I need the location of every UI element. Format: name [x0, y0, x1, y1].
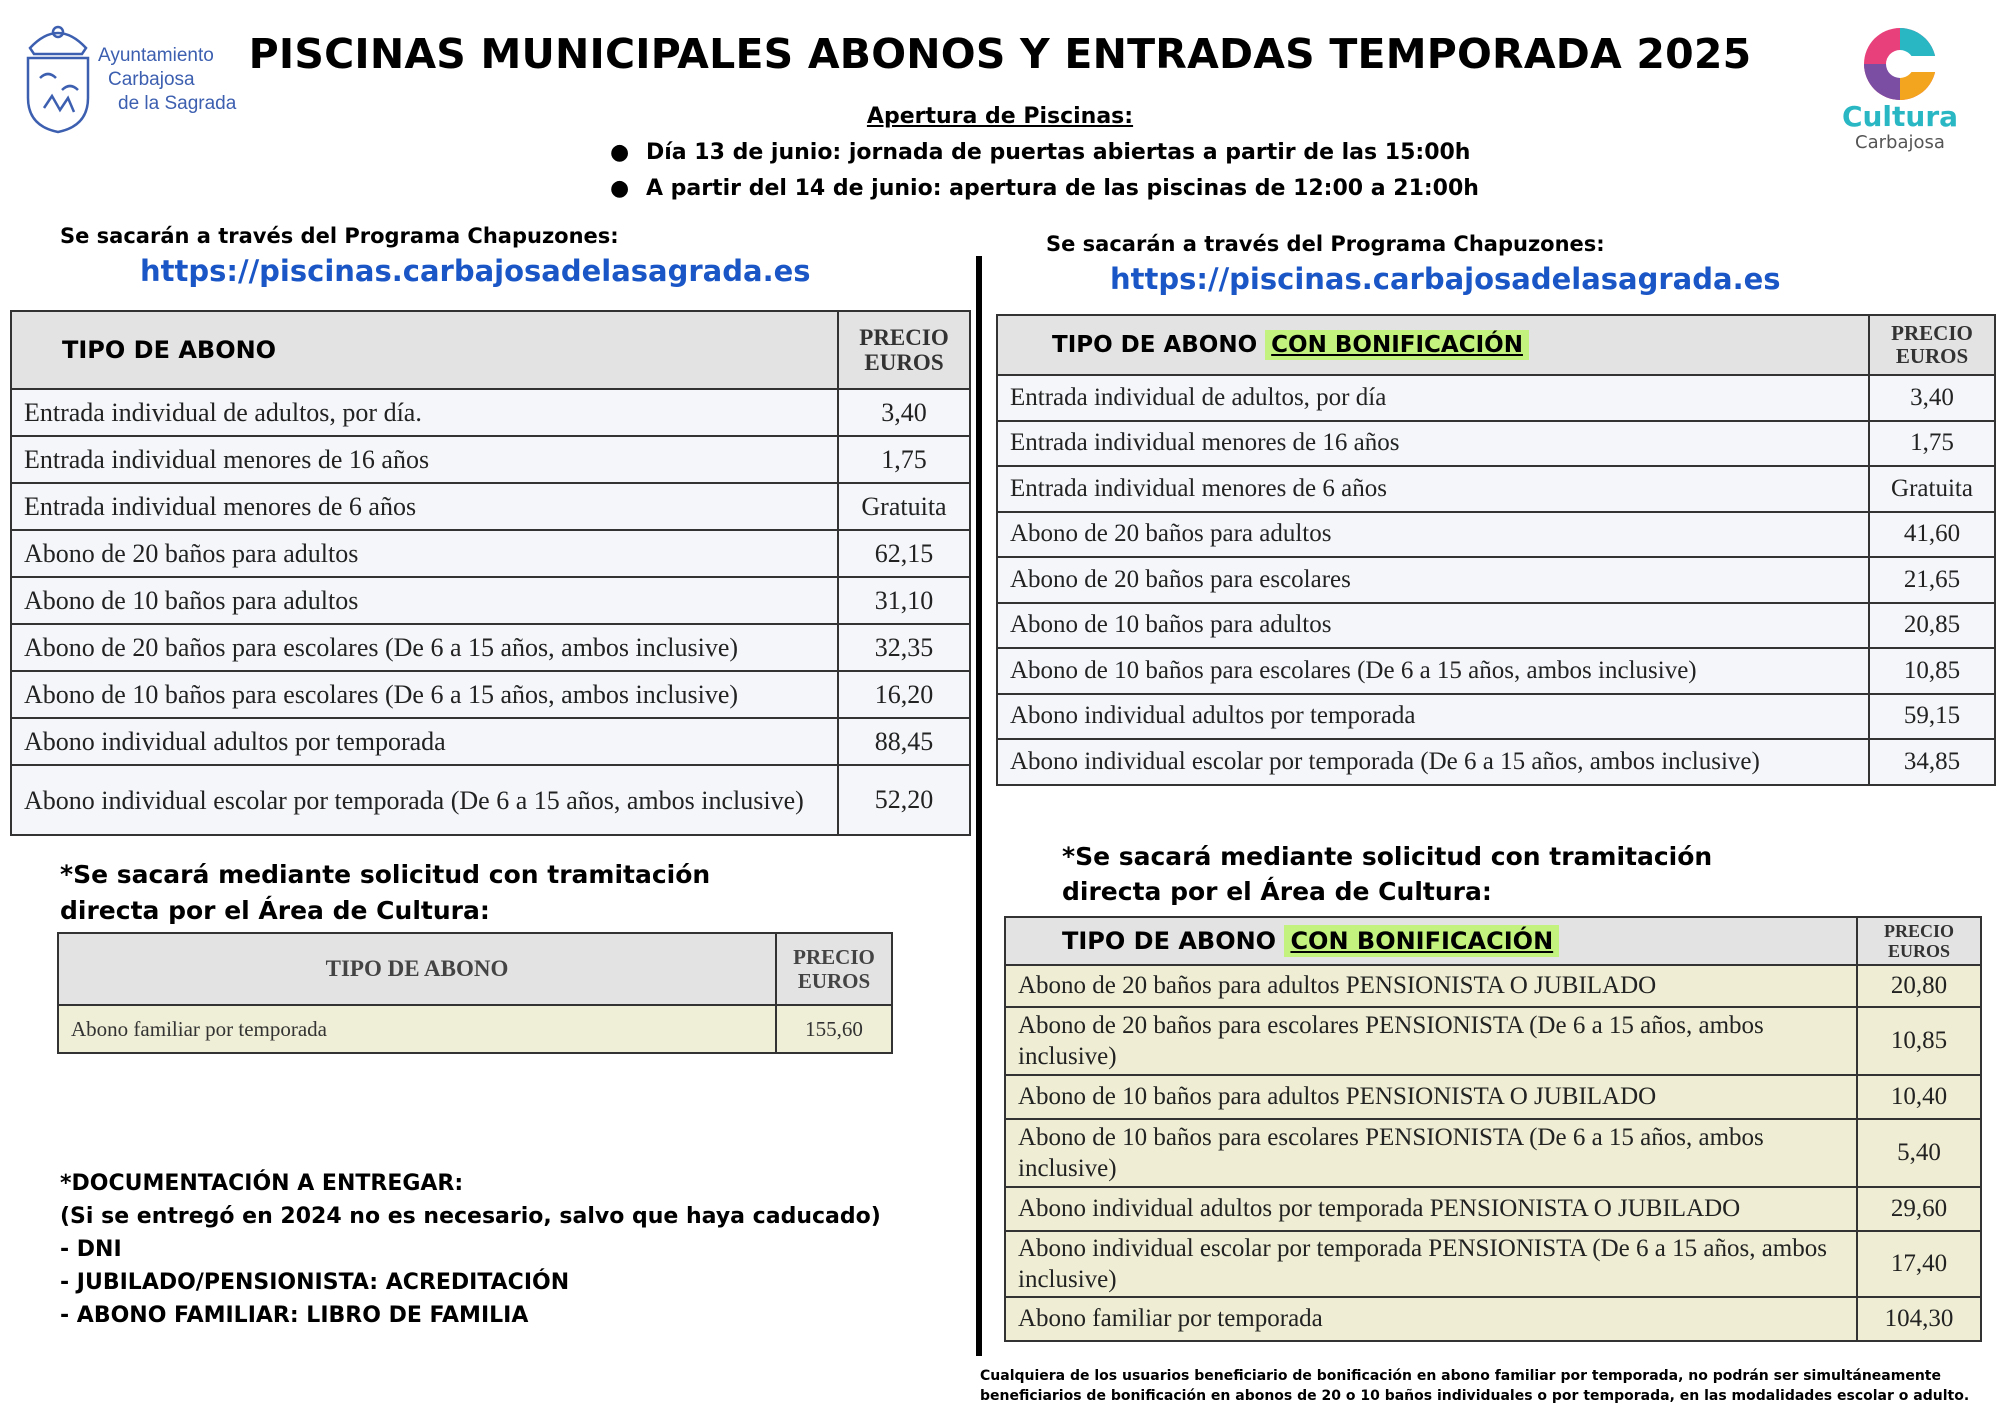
table-header-row	[11, 311, 970, 389]
right-url-link[interactable]: https://piscinas.carbajosadelasagrada.es	[1110, 262, 1781, 296]
bonificacion-table	[996, 314, 1996, 786]
table-header-row	[997, 315, 1995, 375]
row-price: 20,85	[1869, 603, 1995, 649]
price-header	[1857, 917, 1981, 965]
row-desc: Abono de 20 baños para escolares (De 6 a 15 años, ambos inclusive)	[11, 624, 838, 671]
row-price: 16,20	[838, 671, 970, 718]
page-title: PISCINAS MUNICIPALES ABONOS Y ENTRADAS TEMPORADA 2025	[248, 30, 1752, 78]
price-header	[838, 311, 970, 389]
bonificacion-highlight: CON BONIFICACIÓN	[1265, 330, 1529, 360]
left-direct-label-1: *Se sacará mediante solicitud con tramitación	[60, 860, 711, 889]
table-row	[997, 466, 1995, 512]
table-header-row	[58, 933, 892, 1005]
row-price: Gratuita	[1869, 466, 1995, 512]
row-desc: Abono de 20 baños para escolares	[997, 557, 1869, 603]
column-divider	[976, 256, 982, 1356]
table-row	[1005, 1187, 1981, 1231]
bullet-icon: ●	[610, 176, 630, 201]
row-desc: Entrada individual menores de 16 años	[11, 436, 838, 483]
org-line-2: Carbajosa	[108, 69, 195, 90]
footnote: Cualquiera de los usuarios beneficiario de bonificación en abono familiar por temporada, no podrán ser simultáneamente beneficiarios de bonificación en abonos de 20 o 10 baños individuales o por temporada, en las modalidades escolar o adulto.	[980, 1368, 1970, 1404]
price-header-line-1: PRECIO	[859, 325, 949, 350]
left-url-link[interactable]: https://piscinas.carbajosadelasagrada.es	[140, 254, 811, 288]
family-table	[57, 932, 893, 1054]
row-price: 1,75	[838, 436, 970, 483]
price-header-line-2: EUROS	[797, 969, 871, 993]
row-desc: Abono individual escolar por temporada (De 6 a 15 años, ambos inclusive)	[11, 765, 838, 835]
table-row	[11, 436, 970, 483]
row-price: 20,80	[1857, 965, 1981, 1007]
row-desc: Abono individual adultos por temporada	[11, 718, 838, 765]
row-price: 41,60	[1869, 512, 1995, 558]
type-header-text: TIPO DE ABONO	[1062, 927, 1285, 955]
table-row	[997, 694, 1995, 740]
type-header	[1005, 917, 1857, 965]
row-price: 29,60	[1857, 1187, 1981, 1231]
table-row	[11, 765, 970, 835]
table-row	[997, 648, 1995, 694]
table-row	[11, 483, 970, 530]
row-price: 21,65	[1869, 557, 1995, 603]
row-price: 10,85	[1857, 1007, 1981, 1075]
cultura-logo	[1830, 24, 1970, 154]
doc-line: - ABONO FAMILIAR: LIBRO DE FAMILIA	[60, 1303, 529, 1328]
row-desc: Abono individual adultos por temporada	[997, 694, 1869, 740]
row-price: 59,15	[1869, 694, 1995, 740]
row-price: 34,85	[1869, 739, 1995, 785]
table-row	[1005, 1297, 1981, 1341]
row-price: 3,40	[838, 389, 970, 436]
row-desc: Abono de 20 baños para adultos PENSIONISTA O JUBILADO	[1005, 965, 1857, 1007]
price-header-line-2: EUROS	[864, 350, 944, 375]
row-desc: Abono de 10 baños para adultos	[11, 577, 838, 624]
table-row	[1005, 965, 1981, 1007]
row-price: 31,10	[838, 577, 970, 624]
row-price: 10,40	[1857, 1075, 1981, 1119]
abono-table	[10, 310, 971, 836]
row-price: 10,85	[1869, 648, 1995, 694]
row-desc: Abono de 10 baños para adultos	[997, 603, 1869, 649]
row-desc: Abono familiar por temporada	[58, 1005, 776, 1053]
table-row	[1005, 1075, 1981, 1119]
pensionista-table	[1004, 916, 1982, 1342]
price-header-line-1: PRECIO	[793, 945, 875, 969]
price-header-line-2: EUROS	[1895, 344, 1969, 368]
row-price: 62,15	[838, 530, 970, 577]
table-row	[1005, 1231, 1981, 1297]
opening-item-text: Día 13 de junio: jornada de puertas abiertas a partir de las 15:00h	[646, 140, 1471, 165]
price-header	[1869, 315, 1995, 375]
row-desc: Abono de 20 baños para adultos	[11, 530, 838, 577]
opening-item	[610, 176, 1479, 201]
type-header	[997, 315, 1869, 375]
row-desc: Entrada individual de adultos, por día	[997, 375, 1869, 421]
type-header-text: TIPO DE ABONO	[1052, 332, 1266, 358]
table-row	[58, 1005, 892, 1053]
right-direct-label-2: directa por el Área de Cultura:	[1062, 877, 1492, 906]
right-direct-label-1: *Se sacará mediante solicitud con tramitación	[1062, 842, 1713, 871]
row-desc: Entrada individual menores de 16 años	[997, 421, 1869, 467]
row-price: 88,45	[838, 718, 970, 765]
row-price: 155,60	[776, 1005, 892, 1053]
table-header-row	[1005, 917, 1981, 965]
row-price: 104,30	[1857, 1297, 1981, 1341]
table-row	[11, 671, 970, 718]
price-header-line-1: PRECIO	[1883, 921, 1954, 941]
type-header: TIPO DE ABONO	[58, 933, 776, 1005]
cultura-c-icon	[1830, 24, 1970, 104]
table-row	[997, 739, 1995, 785]
table-row	[997, 421, 1995, 467]
table-row	[11, 530, 970, 577]
table-row	[997, 557, 1995, 603]
row-desc: Abono de 20 baños para escolares PENSIONISTA (De 6 a 15 años, ambos inclusive)	[1005, 1007, 1857, 1075]
row-desc: Abono de 10 baños para escolares PENSIONISTA (De 6 a 15 años, ambos inclusive)	[1005, 1119, 1857, 1187]
org-line-3: de la Sagrada	[118, 93, 237, 114]
table-row	[997, 375, 1995, 421]
opening-heading	[0, 104, 2000, 129]
row-desc: Abono individual escolar por temporada PENSIONISTA (De 6 a 15 años, ambos inclusive)	[1005, 1231, 1857, 1297]
row-desc: Entrada individual menores de 6 años	[997, 466, 1869, 512]
table-row	[997, 603, 1995, 649]
row-desc: Abono de 10 baños para escolares (De 6 a 15 años, ambos inclusive)	[11, 671, 838, 718]
right-via-label: Se sacarán a través del Programa Chapuzones:	[1046, 232, 1605, 256]
row-desc: Abono individual adultos por temporada PENSIONISTA O JUBILADO	[1005, 1187, 1857, 1231]
doc-line: (Si se entregó en 2024 no es necesario, salvo que haya caducado)	[60, 1204, 881, 1229]
table-row	[11, 718, 970, 765]
org-line-1: Ayuntamiento	[98, 45, 214, 66]
table-row	[11, 389, 970, 436]
price-header-line-1: PRECIO	[1891, 321, 1973, 345]
price-header	[776, 933, 892, 1005]
row-price: 32,35	[838, 624, 970, 671]
row-price: 17,40	[1857, 1231, 1981, 1297]
opening-heading-text: Apertura de Piscinas:	[866, 104, 1134, 129]
row-price: 3,40	[1869, 375, 1995, 421]
table-row	[1005, 1007, 1981, 1075]
doc-line: *DOCUMENTACIÓN A ENTREGAR:	[60, 1171, 464, 1196]
row-price: 1,75	[1869, 421, 1995, 467]
row-desc: Entrada individual menores de 6 años	[11, 483, 838, 530]
row-price: Gratuita	[838, 483, 970, 530]
row-desc: Abono de 20 baños para adultos	[997, 512, 1869, 558]
cultura-brand: Cultura	[1841, 100, 1959, 133]
table-row	[1005, 1119, 1981, 1187]
doc-line: - JUBILADO/PENSIONISTA: ACREDITACIÓN	[60, 1270, 570, 1295]
price-header-line-2: EUROS	[1887, 941, 1950, 961]
bullet-icon: ●	[610, 140, 630, 165]
bonificacion-highlight: CON BONIFICACIÓN	[1284, 925, 1559, 957]
table-row	[11, 577, 970, 624]
doc-line: - DNI	[60, 1237, 122, 1262]
opening-item-text: A partir del 14 de junio: apertura de las piscinas de 12:00 a 21:00h	[646, 176, 1479, 201]
type-header: TIPO DE ABONO	[11, 311, 838, 389]
row-desc: Abono individual escolar por temporada (De 6 a 15 años, ambos inclusive)	[997, 739, 1869, 785]
opening-item	[610, 140, 1470, 165]
row-price: 5,40	[1857, 1119, 1981, 1187]
row-desc: Abono familiar por temporada	[1005, 1297, 1857, 1341]
row-price: 52,20	[838, 765, 970, 835]
left-direct-label-2: directa por el Área de Cultura:	[60, 896, 490, 925]
table-row	[997, 512, 1995, 558]
row-desc: Abono de 10 baños para adultos PENSIONISTA O JUBILADO	[1005, 1075, 1857, 1119]
row-desc: Abono de 10 baños para escolares (De 6 a 15 años, ambos inclusive)	[997, 648, 1869, 694]
cultura-brand-sub: Carbajosa	[1855, 132, 1945, 153]
left-via-label: Se sacarán a través del Programa Chapuzones:	[60, 224, 619, 248]
row-desc: Entrada individual de adultos, por día.	[11, 389, 838, 436]
table-row	[11, 624, 970, 671]
documentation-block	[60, 1167, 881, 1332]
